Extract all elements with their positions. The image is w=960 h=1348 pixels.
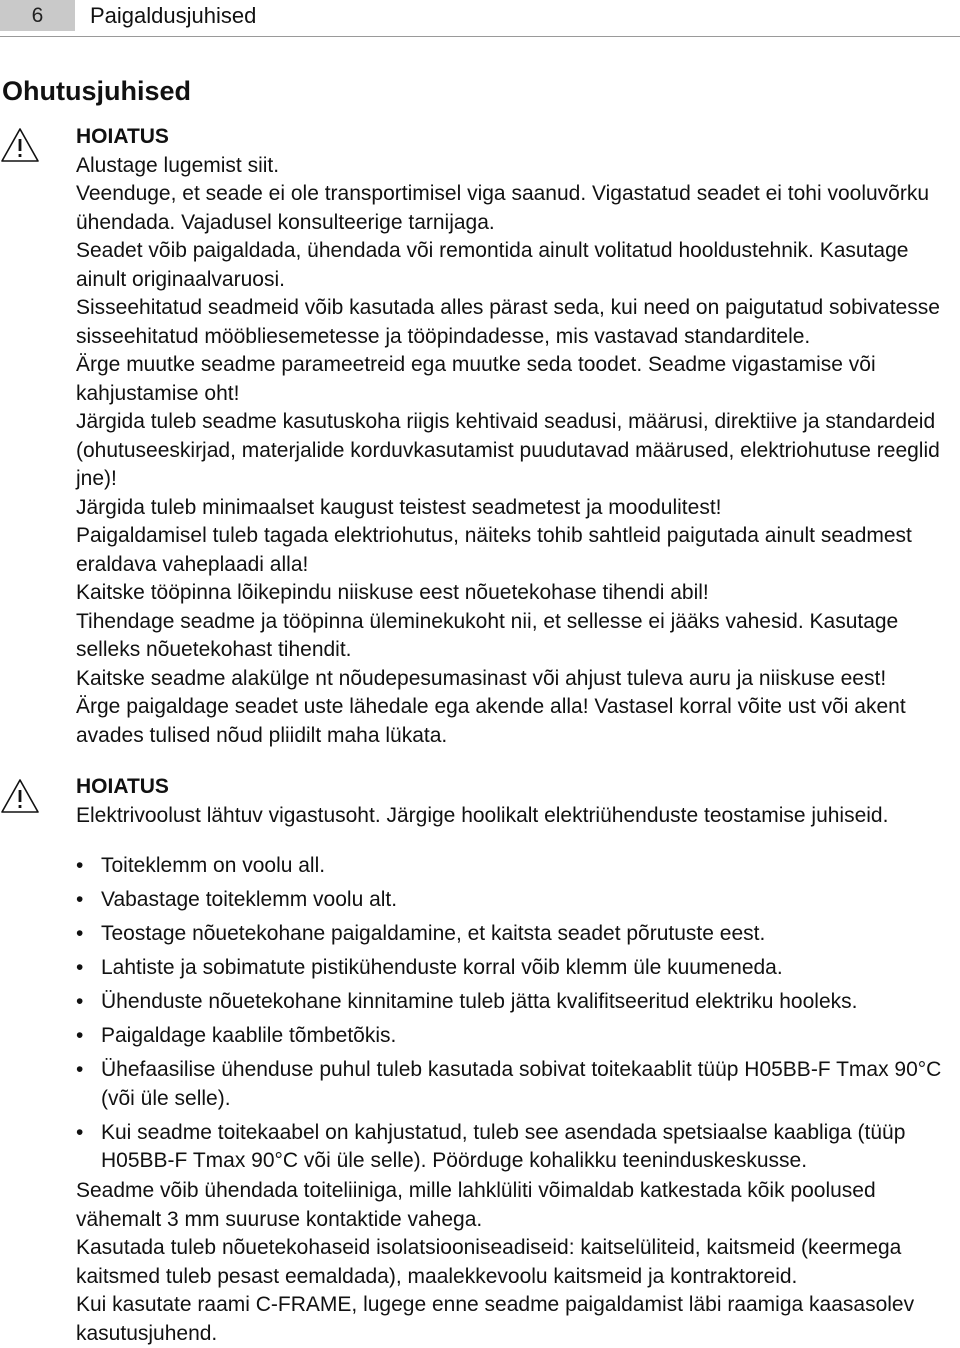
list-item-text: Kui seadme toitekaabel on kahjustatud, tuleb see asendada spetsiaalse kaabliga (tüüp H05BB-F Tmax 90°C või üle selle). Pöörduge kohalikku teeninduskeskusse.: [101, 1120, 906, 1172]
warning-paragraph: Kaitske tööpinna lõikepindu niiskuse eest nõuetekohase tihendi abil!: [76, 581, 709, 604]
warning-triangle-icon: [0, 778, 40, 814]
list-item: [76, 1056, 942, 1113]
warning-paragraph: Ärge muutke seadme parameetreid ega muutke seda toodet. Seadme vigastamise või kahjustamise oht!: [76, 353, 876, 405]
warning-paragraph: Sisseehitatud seadmeid võib kasutada alles pärast seda, kui need on paigutatud sobivatesse sisseehitatud mööbliesemetesse ja tööpindadesse, mis vastavad standarditele.: [76, 296, 940, 348]
warning-triangle-icon: [0, 127, 40, 163]
bullet-icon: •: [76, 1120, 84, 1144]
list-item: [76, 920, 942, 949]
warning-heading: HOIATUS: [76, 125, 169, 148]
closing-paragraph: Seadme võib ühendada toiteliiniga, mille lahklüliti võimaldab katkestada kõik poolused vähemalt 3 mm suuruse kontaktide vahega.: [76, 1179, 876, 1231]
header-title: Paigaldusjuhised: [90, 3, 257, 28]
list-item-text: Ühefaasilise ühenduse puhul tuleb kasutada sobivat toitekaablit tüüp H05BB-F Tmax 90°C (või üle selle).: [101, 1058, 942, 1110]
list-item-text: Paigaldage kaablile tõmbetõkis.: [101, 1024, 397, 1047]
list-item: [76, 886, 942, 915]
warning-paragraph: Elektrivoolust lähtuv vigastusoht. Järgige hoolikalt elektriühenduste teostamise juhiseid.: [76, 803, 889, 827]
header-divider: [0, 36, 960, 37]
bullet-icon: •: [76, 922, 84, 945]
warning-paragraph: Järgida tuleb seadme kasutuskoha riigis kehtivaid seadusi, määrusi, direktiive ja standardeid (ohutuseeskirjad, materjalide korduvkasutamist puudutavad määrused, elektriohutuse reeglid jne)!: [76, 410, 940, 490]
warning-paragraph: Järgida tuleb minimaalset kaugust teistest seadmetest ja moodulitest!: [76, 495, 722, 519]
bullet-icon: •: [76, 888, 84, 911]
list-item: [76, 1022, 942, 1051]
warning-paragraph: Seadet võib paigaldada, ühendada või remontida ainult volitatud hooldustehnik. Kasutage ainult originaalvaruosi.: [76, 239, 909, 291]
list-item-text: Ühenduste nõuetekohane kinnitamine tuleb jätta kvalifitseeritud elektriku hooleks.: [101, 990, 858, 1013]
list-item: [76, 954, 942, 983]
list-item: [76, 852, 942, 881]
bullet-icon: •: [76, 1024, 84, 1047]
closing-paragraph: Kui kasutate raami C-FRAME, lugege enne seadme paigaldamist läbi raamiga kaasasolev kasutusjuhend.: [76, 1293, 915, 1345]
bullet-icon: •: [76, 1058, 84, 1081]
closing-paragraph: Kasutada tuleb nõuetekohaseid isolatsiooniseadiseid: kaitselüliteid, kaitsmeid (keermega kaitsmed tuleb pesast eemaldada), maalekkevoolu kaitsmeid ja kontraktoreid.: [76, 1236, 902, 1288]
warning-paragraph: Paigaldamisel tuleb tagada elektriohutus, näiteks tohib sahtleid paigutada ainult seadmest eraldava vaheplaadi alla!: [76, 524, 912, 576]
warning-paragraph: Alustage lugemist siit.: [76, 153, 280, 177]
warning-paragraph: Veenduge, et seade ei ole transportimisel viga saanud. Vigastatud seadet ei tohi vooluvõrku ühendada. Vajadusel konsulteerige tarnijaga.: [76, 182, 930, 234]
list-item-text: Vabastage toiteklemm voolu alt.: [101, 888, 398, 911]
warning-block-general: [76, 123, 942, 750]
warning-block-electric: [76, 773, 942, 830]
page-number: 6: [0, 0, 75, 31]
section-title: Ohutusjuhised: [2, 76, 191, 106]
list-item-text: Lahtiste ja sobimatute pistikühenduste korral võib klemm üle kuumeneda.: [101, 956, 783, 979]
closing-text-block: [76, 1177, 942, 1348]
list-item-text: Toiteklemm on voolu all.: [101, 854, 326, 877]
warning-heading: HOIATUS: [76, 775, 169, 798]
bullet-icon: •: [76, 854, 84, 877]
warning-paragraph: Kaitske seadme alakülge nt nõudepesumasinast või ahjust tuleva auru ja niiskuse eest!: [76, 666, 887, 690]
list-item: [76, 988, 942, 1017]
bullet-icon: •: [76, 990, 84, 1013]
list-item: [76, 1119, 942, 1176]
bullet-icon: •: [76, 956, 84, 979]
warning-paragraph: Tihendage seadme ja tööpinna üleminekukoht nii, et sellesse ei jääks vahesid. Kasutage selleks nõuetekohast tihendit.: [76, 609, 899, 661]
list-item-text: Teostage nõuetekohane paigaldamine, et kaitsta seadet põrutuste eest.: [101, 922, 766, 945]
bullet-list: [76, 852, 942, 1181]
warning-paragraph: Ärge paigaldage seadet uste lähedale ega akende alla! Vastasel korral võite ust või akent avades tulised nõud pliidilt maha lükata.: [76, 695, 906, 747]
page-header: [0, 0, 960, 40]
